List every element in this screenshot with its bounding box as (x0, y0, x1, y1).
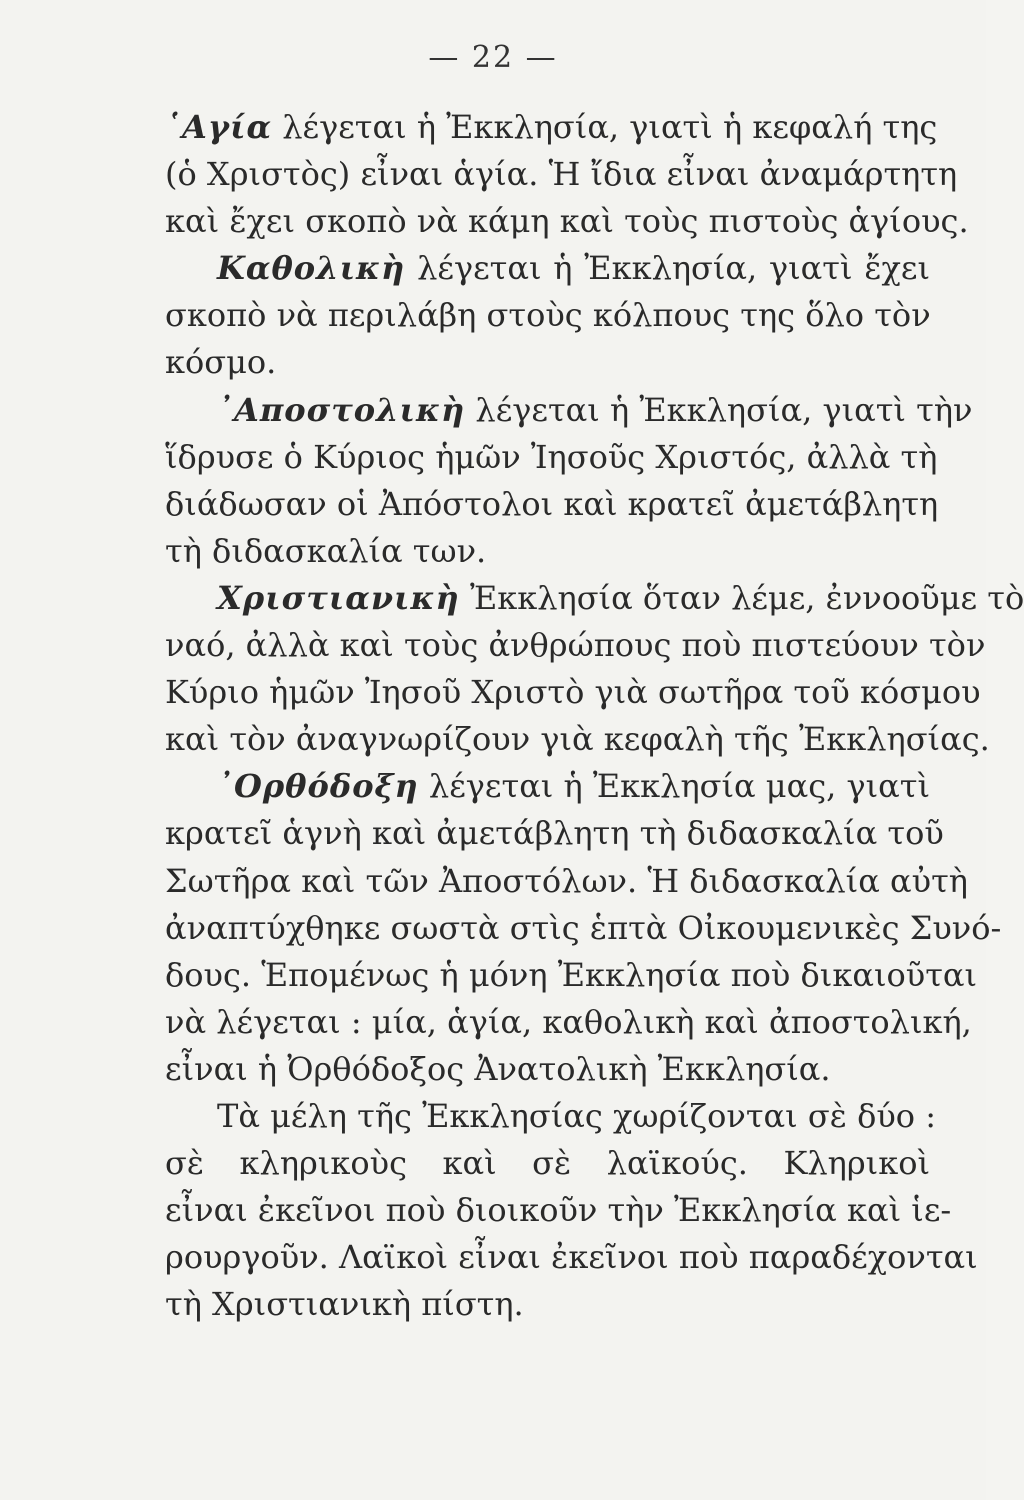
text-line (165, 387, 973, 434)
text-line: σκοπὸ νὰ περιλάβη στοὺς κόλπους της ὅλο τὸν (165, 296, 931, 335)
text-line: σὲ κληρικοὺς καὶ σὲ λαϊκούς. Κληρικοὶ (165, 1144, 930, 1183)
text-line: δους. Ἑπομένως ἡ μόνη Ἐκκλησία ποὺ δικαιοῦται (165, 955, 978, 994)
line-text: λέγεται ἡ Ἐκκλησία, γιατὶ ἡ κεφαλή της (272, 108, 938, 146)
text-line: ρουργοῦν. Λαϊκοὶ εἶναι ἐκεῖνοι ποὺ παραδέχονται (165, 1238, 978, 1277)
text-line: ἀναπτύχθηκε σωστὰ στὶς ἑπτὰ Οἰκουμενικὲς Συνό- (165, 908, 1002, 947)
text-line (165, 104, 938, 151)
text-line: Κύριο ἡμῶν Ἰησοῦ Χριστὸ γιὰ σωτῆρα τοῦ κόσμου (165, 673, 981, 712)
defined-term: ῾Αγία (165, 108, 273, 146)
defined-term: Καθολικὴ (217, 249, 406, 288)
text-line: ἵδρυσε ὁ Κύριος ἡμῶν Ἰησοῦς Χριστός, ἀλλὰ τὴ (165, 437, 938, 476)
text-line: ναό, ἀλλὰ καὶ τοὺς ἀνθρώπους ποὺ πιστεύουν τὸν (165, 626, 986, 665)
defined-term: ᾿Αποστολικὴ (217, 390, 466, 429)
text-line (165, 245, 930, 292)
line-text: λέγεται ἡ Ἐκκλησία μας, γιατὶ (418, 767, 930, 806)
defined-term: ᾿Ορθόδοξη (217, 767, 419, 806)
text-line: διάδωσαν οἱ Ἀπόστολοι καὶ κρατεῖ ἀμετάβλητη (165, 484, 939, 523)
text-line (165, 575, 1024, 622)
line-text: λέγεται ἡ Ἐκκλησία, γιατὶ τὴν (465, 390, 973, 429)
text-line: νὰ λέγεται : μία, ἁγία, καθολικὴ καὶ ἀποστολική, (165, 1002, 972, 1041)
defined-term: Χριστιανικὴ (217, 578, 460, 617)
body-text (165, 104, 1024, 1328)
text-line: τὴ διδασκαλία των. (165, 531, 487, 570)
text-line: Σωτῆρα καὶ τῶν Ἀποστόλων. Ἡ διδασκαλία αὐτὴ (165, 861, 968, 900)
text-line: καὶ ἔχει σκοπὸ νὰ κάμη καὶ τοὺς πιστοὺς ἁγίους. (165, 202, 969, 241)
text-line: καὶ τὸν ἀναγνωρίζουν γιὰ κεφαλὴ τῆς Ἐκκλησίας. (165, 720, 990, 759)
text-line: κρατεῖ ἁγνὴ καὶ ἀμετάβλητη τὴ διδασκαλία τοῦ (165, 814, 944, 853)
text-line: (ὁ Χριστὸς) εἶναι ἁγία. Ἡ ἴδια εἶναι ἀναμάρτητη (165, 155, 958, 194)
text-line: εἶναι ἡ Ὀρθόδοξος Ἀνατολικὴ Ἐκκλησία. (165, 1049, 831, 1088)
page-number: — 22 — (428, 40, 558, 75)
line-text: λέγεται ἡ Ἐκκλησία, γιατὶ ἔχει (405, 249, 930, 288)
text-line: τὴ Χριστιανικὴ πίστη. (165, 1285, 524, 1324)
text-line: εἶναι ἐκεῖνοι ποὺ διοικοῦν τὴν Ἐκκλησία καὶ ἱε- (165, 1191, 952, 1230)
line-text: Ἐκκλησία ὅταν λέμε, ἐννοοῦμε τὸ (459, 578, 1024, 617)
text-line: Τὰ μέλη τῆς Ἐκκλησίας χωρίζονται σὲ δύο : (217, 1096, 936, 1135)
text-line: κόσμο. (165, 343, 277, 382)
text-line (165, 763, 930, 810)
